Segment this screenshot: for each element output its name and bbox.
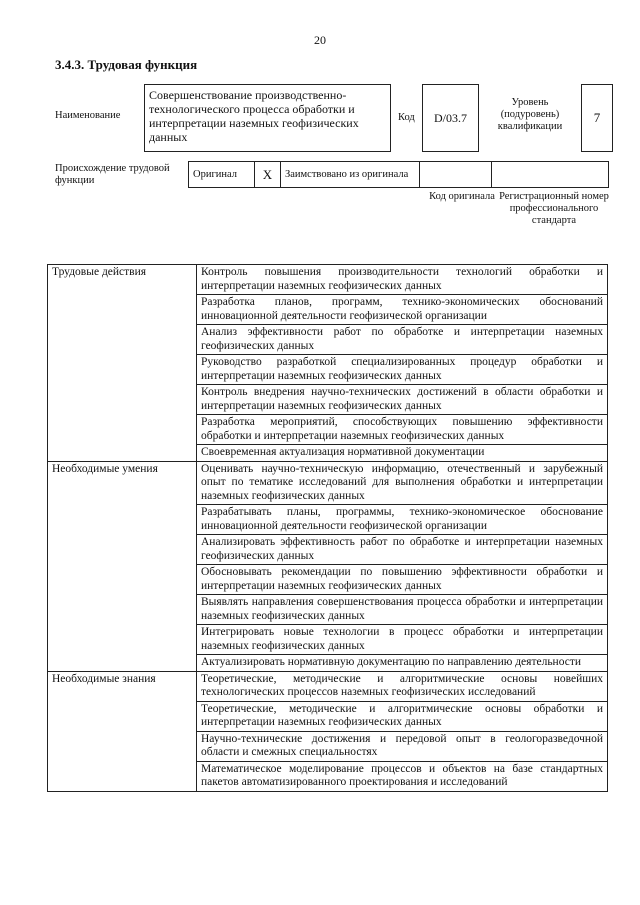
level-label: Уровень (подуровень) квалификации <box>497 97 563 132</box>
item-cell: Научно-технические достижения и передовой опыт в геологоразведочной области и смежных специальностях <box>197 731 608 761</box>
item-cell: Актуализировать нормативную документацию по направлению деятельности <box>197 655 608 672</box>
item-cell: Контроль повышения производительности технологий обработки и интерпретации наземных геофизических данных <box>197 265 608 295</box>
table-row <box>48 265 608 295</box>
code-box <box>422 84 479 152</box>
category-cell: Необходимые знания <box>48 671 197 791</box>
function-name-box <box>144 84 391 152</box>
reg-number-cell <box>492 162 609 188</box>
code-value: D/03.7 <box>434 110 467 125</box>
item-cell: Анализ эффективности работ по обработке и интерпретации наземных геофизических данных <box>197 325 608 355</box>
level-box <box>581 84 613 152</box>
code-original-label: Код оригинала <box>429 191 495 202</box>
item-cell: Интегрировать новые технологии в процесс обработки и интерпретации наземных геофизических данных <box>197 625 608 655</box>
code-original-cell <box>420 162 492 188</box>
item-cell: Обосновывать рекомендации по повышению эффективности обработки и интерпретации наземных геофизических данных <box>197 565 608 595</box>
item-cell: Оценивать научно-техническую информацию, отечественный и зарубежный опыт по тематике исследований для выполнения обработки и интерпретации наземных геофизических данных <box>197 461 608 505</box>
original-mark: X <box>255 162 281 188</box>
origin-label: Происхождение трудовой функции <box>55 163 170 186</box>
function-details-table <box>47 264 608 792</box>
name-label: Наименование <box>55 110 121 121</box>
function-name: Совершенствование производственно-технологического процесса обработки и интерпретации наземных геофизических данных <box>149 88 359 144</box>
original-label: Оригинал <box>189 162 255 188</box>
item-cell: Теоретические, методические и алгоритмические основы новейших технологических процессов наземных геофизических исследований <box>197 671 608 701</box>
item-cell: Теоретические, методические и алгоритмические основы обработки и интерпретации наземных геофизических данных <box>197 701 608 731</box>
item-cell: Выявлять направления совершенствования процесса обработки и интерпретации наземных геофизических данных <box>197 595 608 625</box>
item-cell: Контроль внедрения научно-технических достижений в области обработки и интерпретации наземных геофизических данных <box>197 385 608 415</box>
level-value: 7 <box>593 110 601 125</box>
item-cell: Разработка планов, программ, технико-экономических обоснований инновационной деятельности геофизической организации <box>197 295 608 325</box>
page-number: 20 <box>314 33 326 47</box>
category-cell: Необходимые умения <box>48 461 197 671</box>
item-cell: Разрабатывать планы, программы, технико-экономическое обоснование инновационной деятельности геофизической организации <box>197 505 608 535</box>
item-cell: Своевременная актуализация нормативной документации <box>197 445 608 462</box>
code-label: Код <box>398 112 415 123</box>
reg-number-label: Регистрационный номер профессионального стандарта <box>499 191 609 226</box>
item-cell: Анализировать эффективность работ по обработке и интерпретации наземных геофизических данных <box>197 535 608 565</box>
table-row <box>48 461 608 505</box>
table-row <box>48 671 608 701</box>
category-cell: Трудовые действия <box>48 265 197 462</box>
item-cell: Математическое моделирование процессов и объектов на базе стандартных пакетов автоматизированного проектирования и исследований <box>197 761 608 791</box>
item-cell: Разработка мероприятий, способствующих повышению эффективности обработки и интерпретации наземных геофизических данных <box>197 415 608 445</box>
borrowed-label: Заимствовано из оригинала <box>281 162 420 188</box>
section-title: 3.4.3. Трудовая функция <box>55 57 198 72</box>
item-cell: Руководство разработкой специализированных процедур обработки и интерпретации наземных геофизических данных <box>197 355 608 385</box>
origin-table <box>188 161 609 188</box>
